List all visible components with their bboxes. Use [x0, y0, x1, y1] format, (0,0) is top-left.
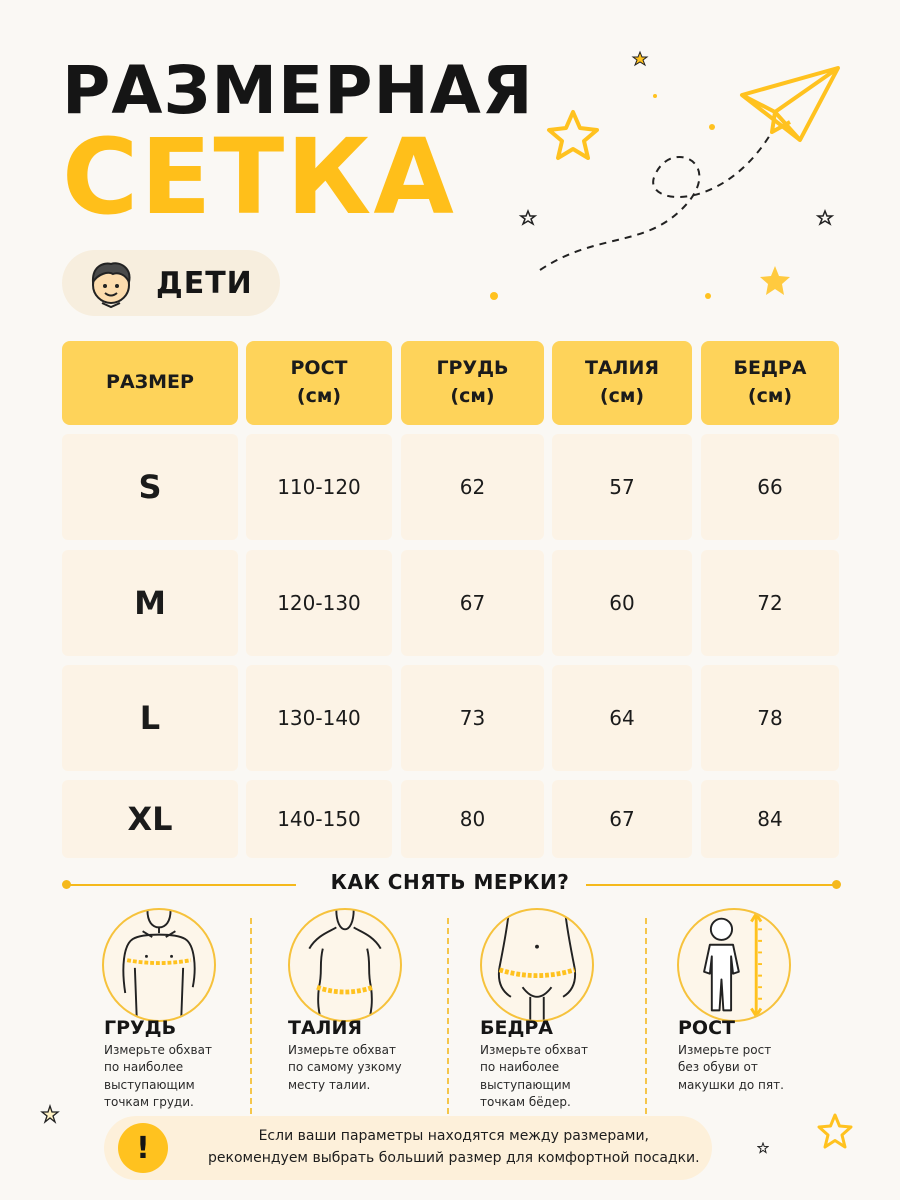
paper-plane-icon — [742, 68, 838, 140]
measure-desc-height: Измерьте рост без обуви от макушки до пят. — [678, 1043, 784, 1092]
measure-desc-chest: Измерьте обхват по наиболее выступающим точкам груди. — [104, 1043, 212, 1110]
measure-title-chest: ГРУДЬ — [104, 1017, 177, 1039]
dot-decoration-3 — [705, 293, 711, 299]
table-cell-height: 140-150 — [246, 780, 392, 858]
divider-line-right — [586, 884, 836, 886]
table-cell-waist: 64 — [552, 665, 692, 771]
table-cell-hips: 78 — [701, 665, 839, 771]
table-cell-height: 110-120 — [246, 434, 392, 540]
star-icon-outline-5 — [757, 1142, 769, 1154]
table-cell-height: 130-140 — [246, 665, 392, 771]
star-icon-filled — [760, 266, 790, 295]
chest-measure-icon — [102, 908, 216, 1022]
column-divider — [250, 918, 252, 1114]
header-height: РОСТ (см) — [246, 341, 392, 425]
star-icon-outline-4 — [815, 1112, 855, 1152]
header-hips: БЕДРА (см) — [701, 341, 839, 425]
column-divider — [645, 918, 647, 1114]
dot-decoration-4 — [653, 94, 657, 98]
table-cell-size: L — [62, 665, 238, 771]
note-text — [208, 1126, 700, 1169]
table-cell-waist: 57 — [552, 434, 692, 540]
note-line-1: Если ваши параметры находятся между размерами, — [258, 1128, 649, 1145]
title-line-1: РАЗМЕРНАЯ — [62, 52, 534, 129]
dashed-flight-path — [540, 135, 770, 270]
title-line-2: СЕТКА — [62, 116, 456, 238]
table-cell-chest: 73 — [401, 665, 544, 771]
height-measure-icon — [677, 908, 791, 1022]
category-badge — [62, 250, 280, 316]
measure-title-hips: БЕДРА — [480, 1017, 554, 1039]
divider-dot-right — [832, 880, 841, 889]
table-cell-chest: 80 — [401, 780, 544, 858]
category-label: ДЕТИ — [156, 265, 253, 301]
table-cell-hips: 66 — [701, 434, 839, 540]
star-icon-outline-3 — [40, 1104, 60, 1124]
boy-face-icon — [80, 252, 142, 314]
table-cell-waist: 60 — [552, 550, 692, 656]
waist-measure-icon — [288, 908, 402, 1022]
star-icon-outline-2 — [818, 211, 832, 224]
recommendation-note — [104, 1116, 712, 1180]
header-chest: ГРУДЬ (см) — [401, 341, 544, 425]
star-icon-small — [633, 52, 647, 65]
measure-title-height: РОСТ — [678, 1017, 735, 1039]
table-cell-waist: 67 — [552, 780, 692, 858]
table-cell-hips: 84 — [701, 780, 839, 858]
table-cell-height: 120-130 — [246, 550, 392, 656]
table-cell-hips: 72 — [701, 550, 839, 656]
howto-title: КАК СНЯТЬ МЕРКИ? — [330, 870, 570, 894]
dot-decoration-1 — [490, 292, 498, 300]
note-line-2: рекомендуем выбрать больший размер для комфортной посадки. — [208, 1150, 700, 1166]
divider-line-left — [66, 884, 296, 886]
column-divider — [447, 918, 449, 1114]
measure-desc-hips: Измерьте обхват по наиболее выступающим точкам бёдер. — [480, 1043, 588, 1110]
table-cell-size: XL — [62, 780, 238, 858]
star-icon-outline-1 — [521, 211, 535, 224]
table-cell-size: M — [62, 550, 238, 656]
measure-title-waist: ТАЛИЯ — [288, 1017, 362, 1039]
hips-measure-icon — [480, 908, 594, 1022]
table-cell-size: S — [62, 434, 238, 540]
measure-desc-waist: Измерьте обхват по самому узкому месту талии. — [288, 1043, 402, 1092]
exclamation-icon: ! — [118, 1123, 168, 1173]
table-cell-chest: 67 — [401, 550, 544, 656]
dot-decoration-2 — [709, 124, 715, 130]
star-icon-large — [549, 112, 597, 158]
header-size: РАЗМЕР — [62, 341, 238, 425]
header-waist: ТАЛИЯ (см) — [552, 341, 692, 425]
table-cell-chest: 62 — [401, 434, 544, 540]
